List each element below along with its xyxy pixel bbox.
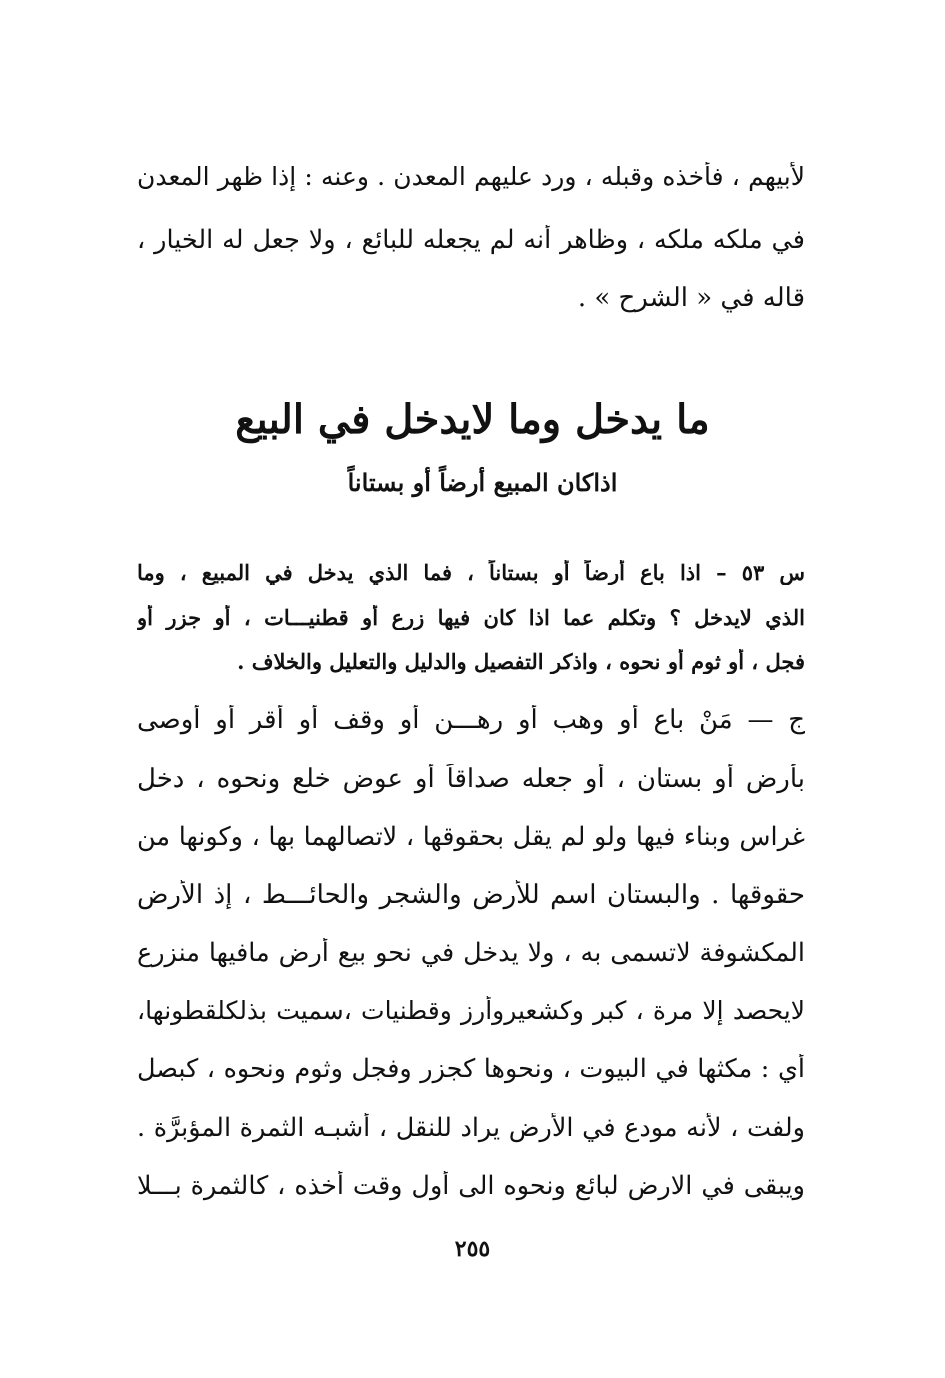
intro-line: في ملكه ملكه ، وظاهر أنه لم يجعله للبائع ، ولا جعل له الخيار ، bbox=[137, 225, 805, 255]
intro-line: لأبيهم ، فأخذه وقبله ، ورد عليهم المعدن . وعنه : إذا ظهر المعدن bbox=[137, 162, 805, 191]
page-number: ٢٥٥ bbox=[454, 1236, 491, 1262]
question-line: الذي لايدخل ؟ وتكلم عما اذا كان فيها زرع أو قطنيـــات ، أو جزر أو bbox=[137, 605, 805, 630]
section-subtitle: اذاكان المبيع أرضاً أو بستاناً bbox=[347, 468, 618, 497]
section-title: ما يدخل وما لايدخل في البيع bbox=[235, 396, 710, 443]
intro-line: قاله في « الشرح » . bbox=[577, 283, 805, 313]
answer-line: ج — مَنْ باع أو وهب أو رهـــن أو وقف أو أقر أو أوصى bbox=[137, 705, 805, 735]
answer-line: بأرض أو بستان ، أو جعله صداقاً أو عوض خلع ونحوه ، دخل bbox=[137, 764, 805, 794]
question-line: فجل ، أو ثوم أو نحوه ، واذكر التفصيل والدليل والتعليل والخلاف . bbox=[237, 649, 805, 674]
answer-line: المكشوفة لاتسمى به ، ولا يدخل في نحو بيع أرض مافيها منزرع bbox=[137, 938, 805, 968]
answer-line: غراس وبناء فيها ولو لم يقل بحقوقها ، لاتصالهما بها ، وكونها من bbox=[137, 822, 805, 852]
answer-line: أي : مكثها في البيوت ، ونحوها كجزر وفجل وثوم ونحوه ، كبصل bbox=[137, 1054, 805, 1084]
answer-line: حقوقها . والبستان اسم للأرض والشجر والحائـــط ، إذ الأرض bbox=[137, 880, 805, 910]
question-line: س ٥٣ – اذا باع أرضاً أو بستاناً ، فما الذي يدخل في المبيع ، وما bbox=[137, 560, 805, 585]
answer-line: لايحصد إلا مرة ، كبر وكشعيروأرز وقطنيات ،سميت بذلكلقطونها، bbox=[137, 996, 805, 1025]
answer-line: ولفت ، لأنه مودع في الأرض يراد للنقل ، أشبـه الثمرة المؤبرَّة . bbox=[137, 1113, 805, 1143]
answer-line: ويبقى في الارض لبائع ونحوه الى أول وقت أخذه ، كالثمرة بـــلا bbox=[137, 1171, 805, 1201]
